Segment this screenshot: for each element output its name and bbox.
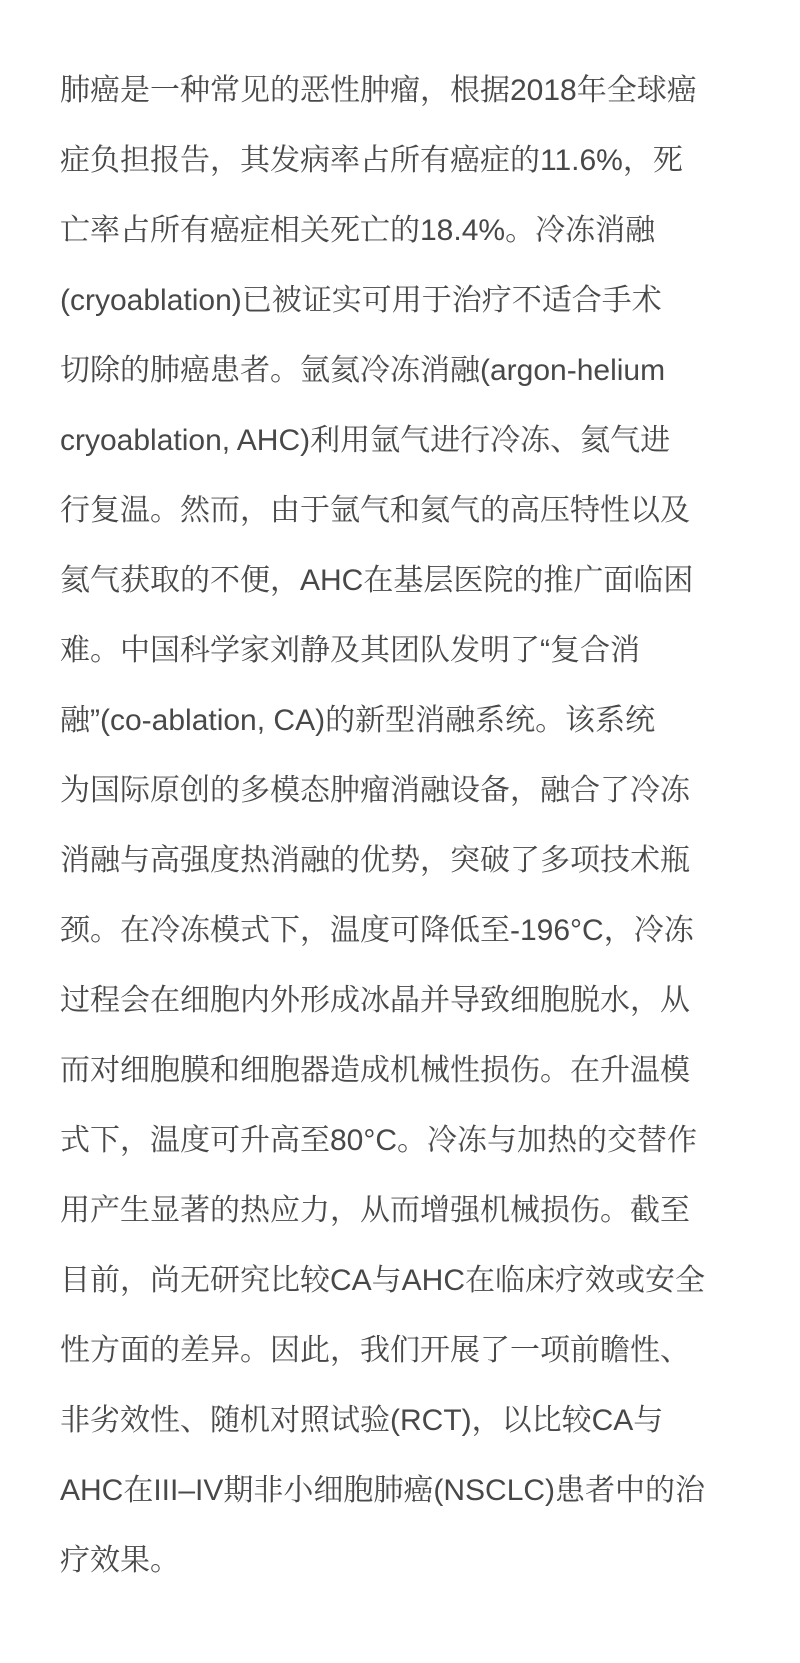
text-line: (cryoablation)已被证实可用于治疗不适合手术 bbox=[60, 284, 662, 317]
text-line: 目前，尚无研究比较CA与AHC在临床疗效或安全 bbox=[60, 1264, 706, 1297]
text-line: 而对细胞膜和细胞器造成机械性损伤。在升温模 bbox=[60, 1054, 690, 1087]
text-line: 行复温。然而，由于氩气和氦气的高压特性以及 bbox=[60, 494, 690, 527]
text-line: 症负担报告，其发病率占所有癌症的11.6%，死 bbox=[60, 144, 683, 177]
text-line: 亡率占所有癌症相关死亡的18.4%。冷冻消融 bbox=[60, 214, 656, 247]
text-line: 性方面的差异。因此，我们开展了一项前瞻性、 bbox=[60, 1334, 690, 1367]
text-line: AHC在III–IV期非小细胞肺癌(NSCLC)患者中的治 bbox=[60, 1474, 706, 1507]
text-line: 为国际原创的多模态肿瘤消融设备，融合了冷冻 bbox=[60, 774, 690, 807]
text-line: cryoablation, AHC)利用氩气进行冷冻、氦气进 bbox=[60, 424, 671, 457]
text-line: 过程会在细胞内外形成冰晶并导致细胞脱水，从 bbox=[60, 984, 690, 1017]
text-line: 用产生显著的热应力，从而增强机械损伤。截至 bbox=[60, 1194, 690, 1227]
text-line: 疗效果。 bbox=[60, 1544, 180, 1577]
text-line: 肺癌是一种常见的恶性肿瘤，根据2018年全球癌 bbox=[60, 74, 697, 107]
text-line: 氦气获取的不便，AHC在基层医院的推广面临困 bbox=[60, 564, 694, 597]
text-line: 式下，温度可升高至80°C。冷冻与加热的交替作 bbox=[60, 1124, 698, 1157]
text-line: 难。中国科学家刘静及其团队发明了“复合消 bbox=[60, 634, 640, 667]
paragraph-block bbox=[60, 56, 780, 1596]
text-line: 切除的肺癌患者。氩氦冷冻消融(argon-helium bbox=[60, 354, 666, 387]
text-line: 非劣效性、随机对照试验(RCT)，以比较CA与 bbox=[60, 1404, 664, 1437]
text-line: 颈。在冷冻模式下，温度可降低至-196°C，冷冻 bbox=[60, 914, 694, 947]
text-line: 消融与高强度热消融的优势，突破了多项技术瓶 bbox=[60, 844, 690, 877]
text-line: 融”(co-ablation, CA)的新型消融系统。该系统 bbox=[60, 704, 656, 737]
